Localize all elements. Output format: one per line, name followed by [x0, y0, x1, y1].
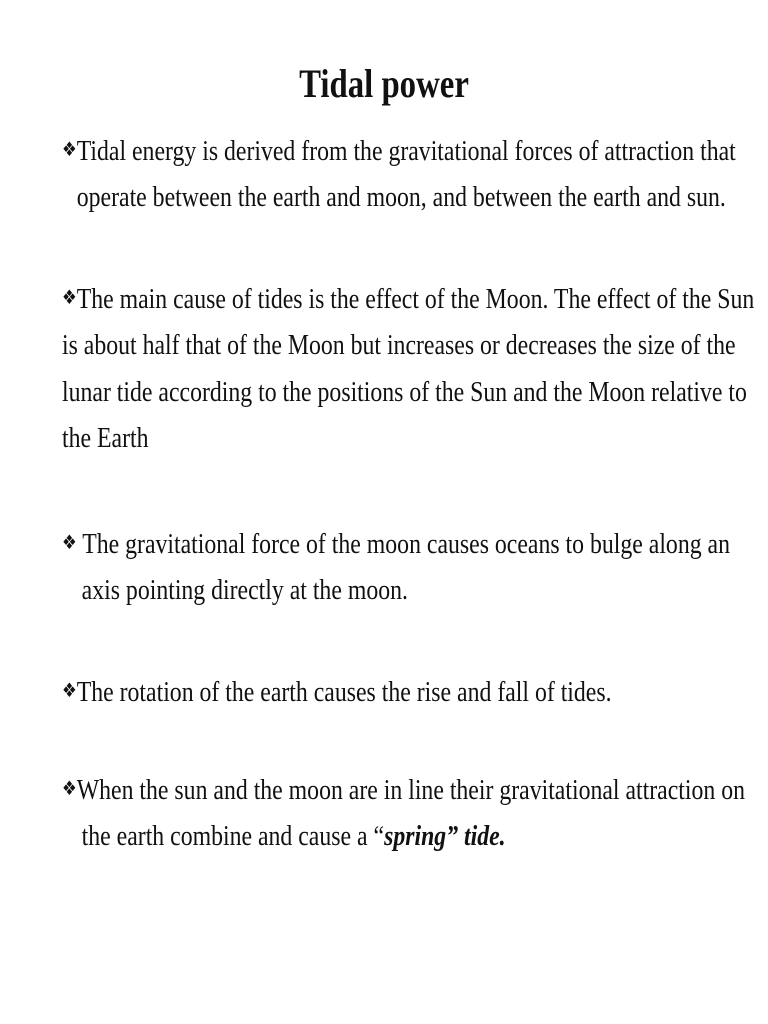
paragraph-line: operate between the earth and moon, and between the earth and sun. — [76, 181, 726, 214]
paragraph-line: axis pointing directly at the moon. — [81, 574, 408, 607]
paragraph-line: ❖When the sun and the moon are in line their gravitational attraction on — [62, 774, 745, 806]
spring-tide-emphasis: spring” tide. — [384, 820, 506, 853]
bullet-paragraph — [62, 128, 736, 221]
paragraph-line: ❖The rotation of the earth causes the rise and fall of tides. — [62, 676, 612, 708]
bullet-paragraph — [62, 521, 731, 614]
bullet-paragraph — [62, 767, 745, 860]
paragraph-line: ❖Tidal energy is derived from the gravitational forces of attraction that — [62, 135, 736, 167]
paragraph-line: the earth combine and cause a “spring” tide. — [81, 820, 506, 853]
bullet-paragraph — [62, 276, 755, 462]
diamond-bullet-icon: ❖ — [62, 139, 77, 161]
paragraph-line: the Earth — [62, 422, 149, 455]
diamond-bullet-icon: ❖ — [62, 532, 77, 554]
paragraph-line: lunar tide according to the positions of the Sun and the Moon relative to — [62, 375, 747, 408]
bullet-paragraph — [62, 669, 693, 715]
paragraph-line: ❖The main cause of tides is the effect of the Moon. The effect of the Sun — [62, 283, 755, 315]
diamond-bullet-icon: ❖ — [62, 680, 77, 702]
paragraph-line: is about half that of the Moon but increases or decreases the size of the — [62, 329, 736, 362]
diamond-bullet-icon: ❖ — [62, 287, 77, 309]
paragraph-line: ❖ The gravitational force of the moon causes oceans to bulge along an — [62, 528, 731, 560]
diamond-bullet-icon: ❖ — [62, 778, 77, 800]
slide-title: Tidal power — [299, 61, 469, 106]
